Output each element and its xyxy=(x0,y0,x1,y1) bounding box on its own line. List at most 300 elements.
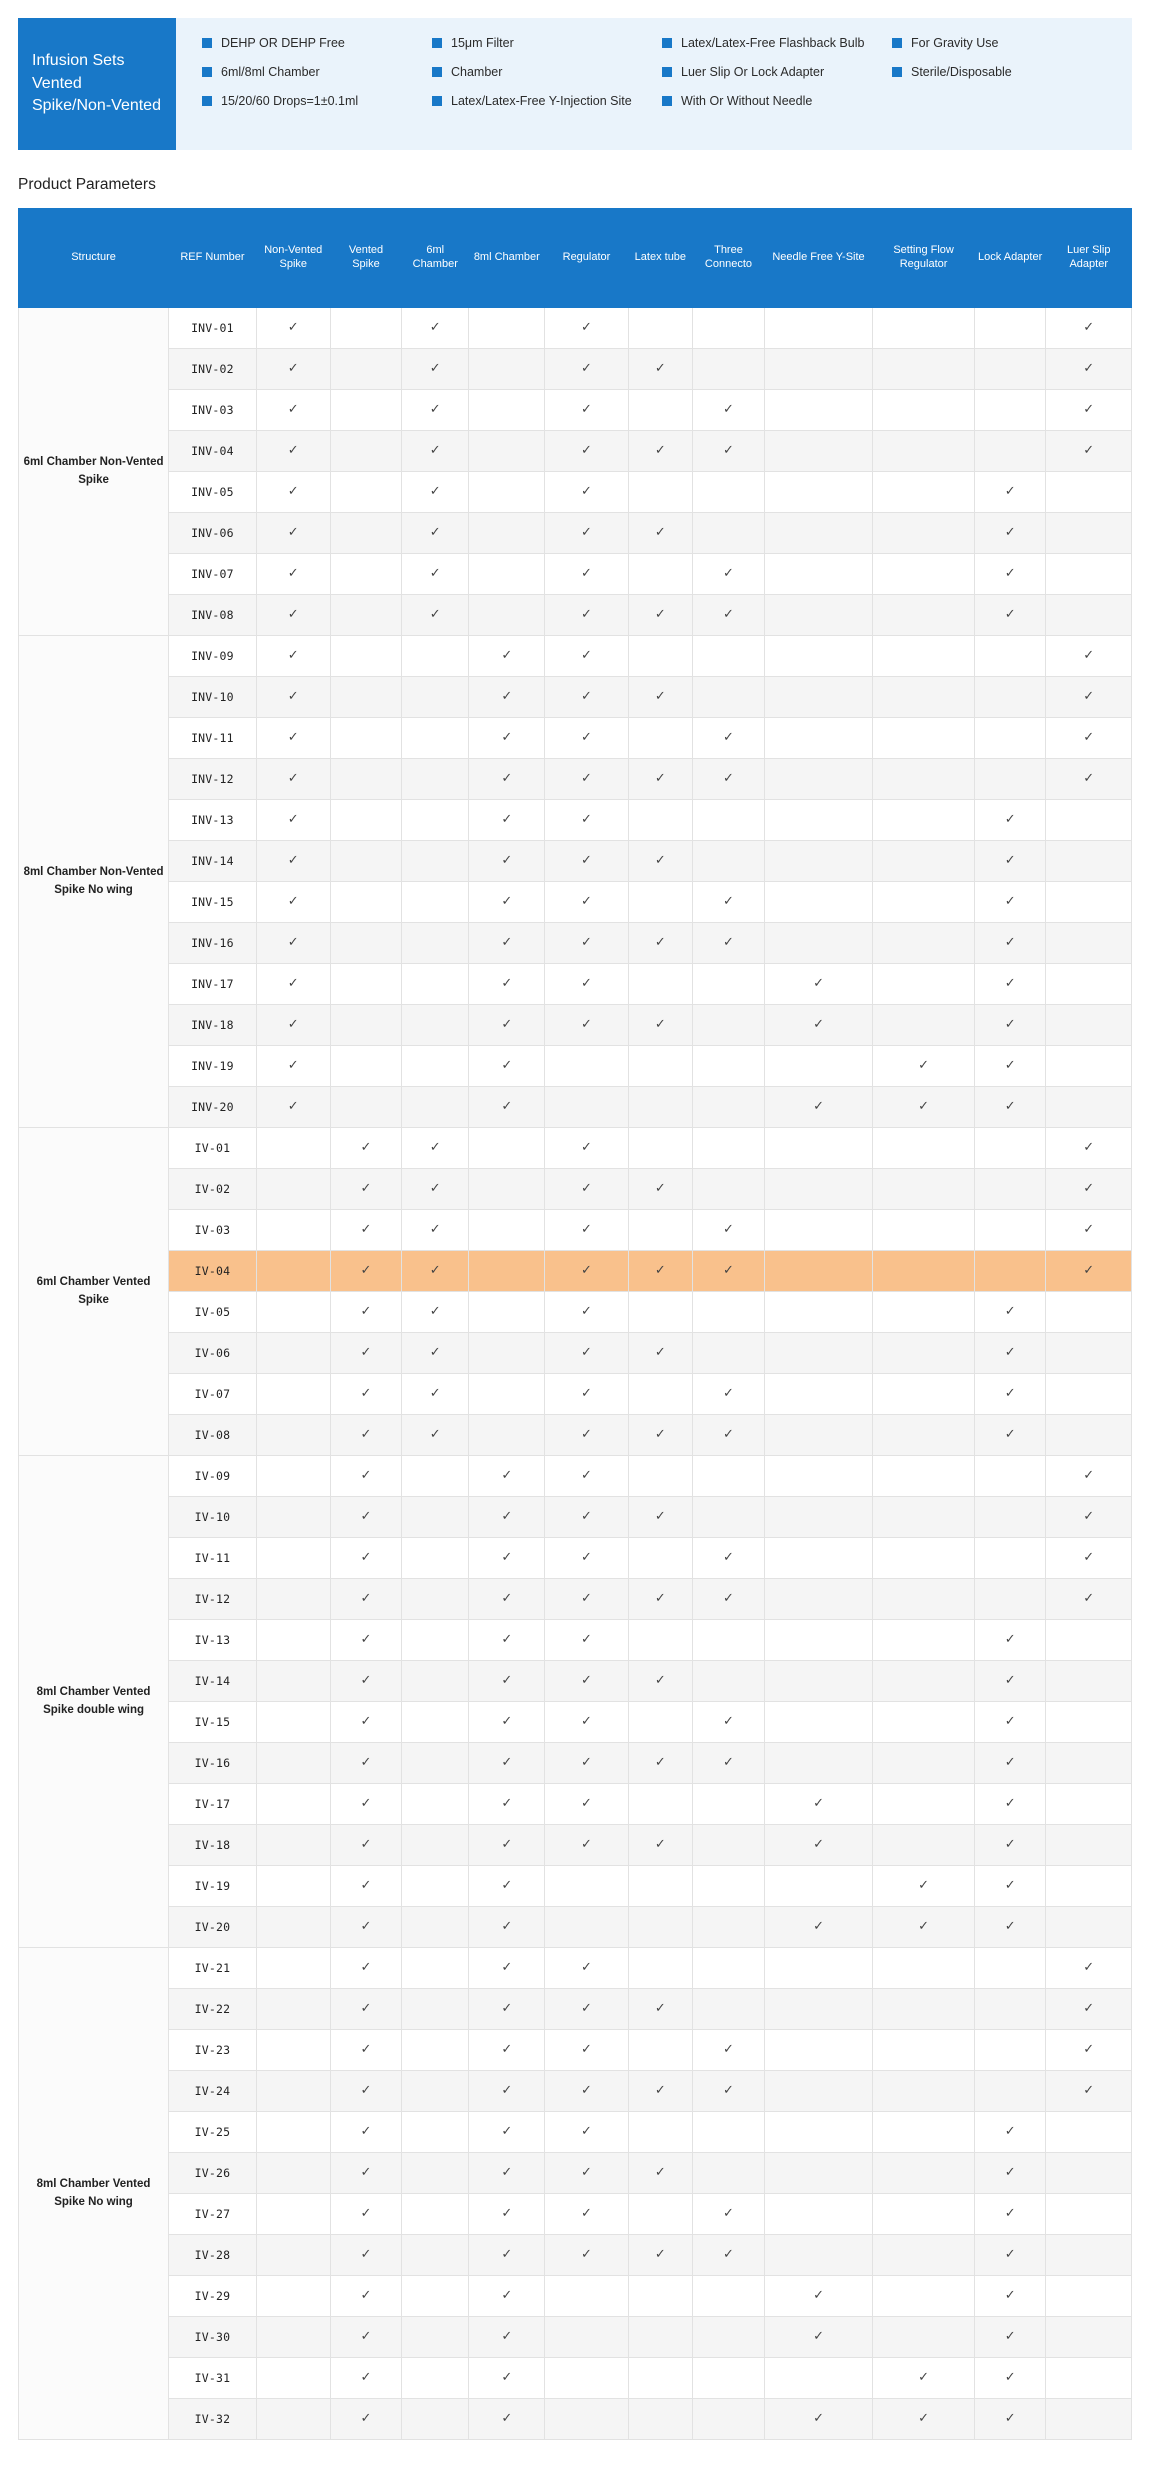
table-row xyxy=(19,923,1132,964)
feature-check-cell xyxy=(330,2071,402,2112)
bullet-square-icon xyxy=(892,38,902,48)
feature-check-cell xyxy=(545,1702,628,1743)
feature-check-cell xyxy=(545,1538,628,1579)
feature-check-cell xyxy=(256,513,330,554)
feature-check-cell xyxy=(330,1907,402,1948)
feature-check-cell xyxy=(545,2153,628,2194)
feature-empty-cell xyxy=(1046,1005,1132,1046)
check-icon: ✓ xyxy=(360,1344,372,1359)
feature-check-cell xyxy=(974,2276,1046,2317)
check-icon: ✓ xyxy=(654,852,666,867)
feature-empty-cell xyxy=(330,636,402,677)
feature-empty-cell xyxy=(693,472,765,513)
check-icon: ✓ xyxy=(501,1877,513,1892)
ref-number-cell: INV-03 xyxy=(169,390,257,431)
feature-item xyxy=(202,36,426,51)
ref-number-cell: IV-13 xyxy=(169,1620,257,1661)
feature-empty-cell xyxy=(693,308,765,349)
feature-empty-cell xyxy=(873,1374,975,1415)
check-icon: ✓ xyxy=(429,1344,441,1359)
feature-empty-cell xyxy=(330,964,402,1005)
feature-empty-cell xyxy=(256,1292,330,1333)
banner-title: Infusion Sets Vented Spike/Non-Vented xyxy=(18,18,176,150)
check-icon: ✓ xyxy=(429,1221,441,1236)
check-icon: ✓ xyxy=(360,1426,372,1441)
feature-check-cell xyxy=(693,2071,765,2112)
check-icon: ✓ xyxy=(1004,1918,1016,1933)
feature-empty-cell xyxy=(402,1087,469,1128)
feature-column xyxy=(202,36,432,132)
table-row xyxy=(19,1661,1132,1702)
table-row xyxy=(19,882,1132,923)
check-icon: ✓ xyxy=(581,1836,592,1851)
feature-empty-cell xyxy=(256,1251,330,1292)
feature-check-cell xyxy=(974,1907,1046,1948)
feature-empty-cell xyxy=(469,1210,545,1251)
feature-check-cell xyxy=(469,1538,545,1579)
feature-label: Sterile/Disposable xyxy=(911,65,1012,79)
ref-number-cell: INV-09 xyxy=(169,636,257,677)
feature-empty-cell xyxy=(256,1866,330,1907)
check-icon: ✓ xyxy=(654,2164,666,2179)
feature-check-cell xyxy=(545,1661,628,1702)
feature-check-cell xyxy=(545,841,628,882)
table-row xyxy=(19,2276,1132,2317)
feature-check-cell xyxy=(1046,1989,1132,2030)
feature-list xyxy=(176,18,1132,150)
check-icon: ✓ xyxy=(723,1385,734,1400)
feature-item xyxy=(892,36,1116,51)
column-header: Setting Flow Regulator xyxy=(873,209,975,308)
feature-empty-cell xyxy=(693,1005,765,1046)
ref-number-cell: INV-17 xyxy=(169,964,257,1005)
feature-empty-cell xyxy=(628,2358,693,2399)
feature-empty-cell xyxy=(764,2194,873,2235)
feature-empty-cell xyxy=(545,1907,628,1948)
feature-check-cell xyxy=(545,1292,628,1333)
feature-empty-cell xyxy=(402,1005,469,1046)
ref-number-cell: IV-01 xyxy=(169,1128,257,1169)
table-row xyxy=(19,472,1132,513)
feature-empty-cell xyxy=(974,1169,1046,1210)
feature-empty-cell xyxy=(693,2358,765,2399)
check-icon: ✓ xyxy=(360,2205,372,2220)
feature-empty-cell xyxy=(1046,800,1132,841)
feature-empty-cell xyxy=(873,1702,975,1743)
feature-check-cell xyxy=(469,2153,545,2194)
feature-empty-cell xyxy=(402,2235,469,2276)
feature-check-cell xyxy=(469,923,545,964)
check-icon: ✓ xyxy=(1083,1549,1095,1564)
feature-check-cell xyxy=(402,1292,469,1333)
feature-label: Luer Slip Or Lock Adapter xyxy=(681,65,825,79)
check-icon: ✓ xyxy=(723,729,734,744)
feature-check-cell xyxy=(545,1784,628,1825)
table-row xyxy=(19,2112,1132,2153)
feature-empty-cell xyxy=(764,1743,873,1784)
feature-empty-cell xyxy=(1046,1825,1132,1866)
feature-check-cell xyxy=(469,1743,545,1784)
feature-empty-cell xyxy=(402,2317,469,2358)
check-icon: ✓ xyxy=(287,647,299,662)
feature-empty-cell xyxy=(873,2194,975,2235)
feature-empty-cell xyxy=(873,513,975,554)
feature-check-cell xyxy=(873,1087,975,1128)
feature-check-cell xyxy=(974,1415,1046,1456)
feature-empty-cell xyxy=(545,2358,628,2399)
table-row xyxy=(19,718,1132,759)
column-header: Regulator xyxy=(545,209,628,308)
feature-check-cell xyxy=(764,1907,873,1948)
check-icon: ✓ xyxy=(360,2082,372,2097)
table-row xyxy=(19,1866,1132,1907)
check-icon: ✓ xyxy=(918,2410,930,2425)
check-icon: ✓ xyxy=(501,1754,513,1769)
feature-empty-cell xyxy=(402,1661,469,1702)
check-icon: ✓ xyxy=(1083,1959,1095,1974)
feature-check-cell xyxy=(545,964,628,1005)
check-icon: ✓ xyxy=(1004,934,1016,949)
feature-empty-cell xyxy=(1046,1784,1132,1825)
feature-check-cell xyxy=(469,1497,545,1538)
feature-empty-cell xyxy=(764,1702,873,1743)
ref-number-cell: IV-25 xyxy=(169,2112,257,2153)
feature-empty-cell xyxy=(402,2030,469,2071)
feature-empty-cell xyxy=(974,308,1046,349)
feature-check-cell xyxy=(469,1456,545,1497)
feature-check-cell xyxy=(545,2071,628,2112)
feature-empty-cell xyxy=(1046,1702,1132,1743)
column-header: Latex tube xyxy=(628,209,693,308)
feature-empty-cell xyxy=(256,1374,330,1415)
check-icon: ✓ xyxy=(918,1918,930,1933)
feature-empty-cell xyxy=(764,2112,873,2153)
feature-empty-cell xyxy=(628,2030,693,2071)
feature-check-cell xyxy=(974,2358,1046,2399)
feature-empty-cell xyxy=(402,923,469,964)
column-header: Three Connecto xyxy=(693,209,765,308)
feature-empty-cell xyxy=(402,1907,469,1948)
feature-empty-cell xyxy=(256,2030,330,2071)
feature-check-cell xyxy=(330,2399,402,2440)
check-icon: ✓ xyxy=(1083,1508,1095,1523)
check-icon: ✓ xyxy=(813,1016,824,1031)
feature-check-cell xyxy=(469,841,545,882)
feature-empty-cell xyxy=(402,2358,469,2399)
feature-check-cell xyxy=(628,1743,693,1784)
check-icon: ✓ xyxy=(654,606,666,621)
feature-check-cell xyxy=(974,1784,1046,1825)
check-icon: ✓ xyxy=(429,360,441,375)
feature-check-cell xyxy=(974,1374,1046,1415)
bullet-square-icon xyxy=(662,67,672,77)
feature-empty-cell xyxy=(873,1210,975,1251)
column-header: Vented Spike xyxy=(330,209,402,308)
feature-check-cell xyxy=(974,2399,1046,2440)
bullet-square-icon xyxy=(432,67,442,77)
feature-empty-cell xyxy=(764,2153,873,2194)
feature-check-cell xyxy=(402,1374,469,1415)
bullet-square-icon xyxy=(202,38,212,48)
feature-check-cell xyxy=(469,1948,545,1989)
feature-check-cell xyxy=(764,2317,873,2358)
feature-check-cell xyxy=(693,882,765,923)
table-row xyxy=(19,636,1132,677)
feature-check-cell xyxy=(545,2194,628,2235)
feature-check-cell xyxy=(628,349,693,390)
check-icon: ✓ xyxy=(1004,1713,1016,1728)
check-icon: ✓ xyxy=(581,770,592,785)
structure-cell: 8ml Chamber Non-Vented Spike No wing xyxy=(19,636,169,1128)
table-row xyxy=(19,800,1132,841)
feature-label: Latex/Latex-Free Flashback Bulb xyxy=(681,36,865,50)
feature-empty-cell xyxy=(764,1579,873,1620)
feature-empty-cell xyxy=(628,390,693,431)
feature-check-cell xyxy=(545,1005,628,1046)
check-icon: ✓ xyxy=(501,1057,513,1072)
feature-empty-cell xyxy=(764,882,873,923)
ref-number-cell: IV-18 xyxy=(169,1825,257,1866)
check-icon: ✓ xyxy=(723,442,734,457)
check-icon: ✓ xyxy=(360,1836,372,1851)
feature-check-cell xyxy=(330,1702,402,1743)
feature-empty-cell xyxy=(1046,1374,1132,1415)
check-icon: ✓ xyxy=(1083,319,1095,334)
feature-check-cell xyxy=(974,1620,1046,1661)
check-icon: ✓ xyxy=(501,2246,513,2261)
check-icon: ✓ xyxy=(429,1180,441,1195)
table-header xyxy=(19,209,1132,308)
check-icon: ✓ xyxy=(654,688,666,703)
feature-check-cell xyxy=(330,1989,402,2030)
check-icon: ✓ xyxy=(581,1139,592,1154)
check-icon: ✓ xyxy=(360,2041,372,2056)
table-row xyxy=(19,1292,1132,1333)
table-row xyxy=(19,1538,1132,1579)
feature-empty-cell xyxy=(469,1292,545,1333)
feature-check-cell xyxy=(469,1989,545,2030)
feature-empty-cell xyxy=(330,308,402,349)
table-row xyxy=(19,2153,1132,2194)
feature-check-cell xyxy=(330,2317,402,2358)
section-title: Product Parameters xyxy=(18,176,156,193)
check-icon: ✓ xyxy=(1004,1057,1016,1072)
feature-check-cell xyxy=(1046,677,1132,718)
feature-check-cell xyxy=(545,554,628,595)
check-icon: ✓ xyxy=(360,1303,372,1318)
feature-check-cell xyxy=(545,1333,628,1374)
check-icon: ✓ xyxy=(581,1508,592,1523)
feature-empty-cell xyxy=(873,1415,975,1456)
feature-empty-cell xyxy=(256,1538,330,1579)
feature-empty-cell xyxy=(693,677,765,718)
ref-number-cell: IV-31 xyxy=(169,2358,257,2399)
check-icon: ✓ xyxy=(581,1713,592,1728)
check-icon: ✓ xyxy=(1083,1467,1095,1482)
feature-empty-cell xyxy=(764,1415,873,1456)
feature-check-cell xyxy=(1046,2071,1132,2112)
feature-check-cell xyxy=(974,1046,1046,1087)
feature-empty-cell xyxy=(764,1948,873,1989)
feature-check-cell xyxy=(1046,759,1132,800)
feature-check-cell xyxy=(256,882,330,923)
feature-empty-cell xyxy=(764,595,873,636)
feature-check-cell xyxy=(1046,1538,1132,1579)
feature-empty-cell xyxy=(256,1784,330,1825)
feature-check-cell xyxy=(256,308,330,349)
feature-empty-cell xyxy=(402,1702,469,1743)
check-icon: ✓ xyxy=(1083,401,1095,416)
feature-check-cell xyxy=(693,2030,765,2071)
table-row xyxy=(19,1128,1132,1169)
feature-empty-cell xyxy=(628,1702,693,1743)
feature-check-cell xyxy=(545,1579,628,1620)
feature-check-cell xyxy=(628,1169,693,1210)
feature-empty-cell xyxy=(402,2071,469,2112)
bullet-square-icon xyxy=(432,96,442,106)
feature-empty-cell xyxy=(764,1989,873,2030)
feature-empty-cell xyxy=(628,1907,693,1948)
feature-empty-cell xyxy=(764,1169,873,1210)
feature-empty-cell xyxy=(402,841,469,882)
check-icon: ✓ xyxy=(581,647,592,662)
feature-empty-cell xyxy=(256,1702,330,1743)
feature-empty-cell xyxy=(545,1046,628,1087)
table-row xyxy=(19,1046,1132,1087)
parameters-table-wrap xyxy=(18,208,1132,2440)
feature-empty-cell xyxy=(764,390,873,431)
feature-empty-cell xyxy=(693,1456,765,1497)
feature-empty-cell xyxy=(873,1251,975,1292)
feature-check-cell xyxy=(628,1825,693,1866)
feature-item xyxy=(662,94,886,109)
feature-check-cell xyxy=(1046,308,1132,349)
check-icon: ✓ xyxy=(360,1385,372,1400)
feature-check-cell xyxy=(330,2235,402,2276)
feature-empty-cell xyxy=(873,2317,975,2358)
feature-check-cell xyxy=(330,1169,402,1210)
check-icon: ✓ xyxy=(1083,1262,1095,1277)
check-icon: ✓ xyxy=(501,770,513,785)
table-row xyxy=(19,390,1132,431)
feature-check-cell xyxy=(545,800,628,841)
feature-check-cell xyxy=(1046,1456,1132,1497)
column-header: Luer Slip Adapter xyxy=(1046,209,1132,308)
check-icon: ✓ xyxy=(654,1016,666,1031)
check-icon: ✓ xyxy=(1083,442,1095,457)
feature-check-cell xyxy=(974,964,1046,1005)
feature-empty-cell xyxy=(628,2399,693,2440)
feature-empty-cell xyxy=(764,308,873,349)
check-icon: ✓ xyxy=(501,2410,513,2425)
feature-empty-cell xyxy=(974,1538,1046,1579)
feature-empty-cell xyxy=(1046,2399,1132,2440)
feature-empty-cell xyxy=(469,1251,545,1292)
feature-empty-cell xyxy=(545,1087,628,1128)
feature-check-cell xyxy=(545,759,628,800)
feature-check-cell xyxy=(693,1374,765,1415)
feature-check-cell xyxy=(974,1087,1046,1128)
feature-empty-cell xyxy=(330,882,402,923)
feature-label: DEHP OR DEHP Free xyxy=(221,36,345,50)
feature-check-cell xyxy=(873,2399,975,2440)
feature-empty-cell xyxy=(402,1620,469,1661)
ref-number-cell: INV-20 xyxy=(169,1087,257,1128)
feature-empty-cell xyxy=(1046,2194,1132,2235)
structure-cell: 8ml Chamber Vented Spike double wing xyxy=(19,1456,169,1948)
feature-empty-cell xyxy=(873,1989,975,2030)
feature-check-cell xyxy=(974,1005,1046,1046)
feature-check-cell xyxy=(764,1087,873,1128)
feature-check-cell xyxy=(545,1128,628,1169)
ref-number-cell: IV-32 xyxy=(169,2399,257,2440)
feature-empty-cell xyxy=(330,1087,402,1128)
feature-empty-cell xyxy=(628,308,693,349)
check-icon: ✓ xyxy=(287,606,299,621)
feature-check-cell xyxy=(545,1415,628,1456)
feature-check-cell xyxy=(469,636,545,677)
feature-check-cell xyxy=(1046,1497,1132,1538)
check-icon: ✓ xyxy=(1004,975,1016,990)
feature-check-cell xyxy=(256,472,330,513)
feature-empty-cell xyxy=(873,1456,975,1497)
check-icon: ✓ xyxy=(581,401,592,416)
check-icon: ✓ xyxy=(501,2082,513,2097)
feature-check-cell xyxy=(330,2112,402,2153)
feature-check-cell xyxy=(330,1948,402,1989)
feature-empty-cell xyxy=(693,2399,765,2440)
feature-check-cell xyxy=(545,349,628,390)
feature-empty-cell xyxy=(256,2399,330,2440)
feature-empty-cell xyxy=(764,677,873,718)
feature-empty-cell xyxy=(873,841,975,882)
feature-empty-cell xyxy=(1046,2153,1132,2194)
feature-check-cell xyxy=(545,390,628,431)
ref-number-cell: IV-06 xyxy=(169,1333,257,1374)
feature-check-cell xyxy=(693,595,765,636)
feature-empty-cell xyxy=(1046,472,1132,513)
table-row xyxy=(19,1825,1132,1866)
feature-empty-cell xyxy=(693,1825,765,1866)
ref-number-cell: IV-03 xyxy=(169,1210,257,1251)
check-icon: ✓ xyxy=(654,1180,666,1195)
feature-check-cell xyxy=(545,1620,628,1661)
feature-empty-cell xyxy=(873,964,975,1005)
ref-number-cell: IV-23 xyxy=(169,2030,257,2071)
feature-empty-cell xyxy=(256,1169,330,1210)
ref-number-cell: INV-08 xyxy=(169,595,257,636)
feature-check-cell xyxy=(256,923,330,964)
bullet-square-icon xyxy=(662,38,672,48)
check-icon: ✓ xyxy=(287,1057,299,1072)
ref-number-cell: INV-07 xyxy=(169,554,257,595)
check-icon: ✓ xyxy=(581,729,592,744)
feature-empty-cell xyxy=(974,759,1046,800)
feature-check-cell xyxy=(974,800,1046,841)
feature-empty-cell xyxy=(256,1415,330,1456)
feature-check-cell xyxy=(1046,636,1132,677)
check-icon: ✓ xyxy=(501,975,513,990)
feature-empty-cell xyxy=(1046,1046,1132,1087)
ref-number-cell: INV-06 xyxy=(169,513,257,554)
feature-check-cell xyxy=(1046,1128,1132,1169)
ref-number-cell: INV-19 xyxy=(169,1046,257,1087)
feature-check-cell xyxy=(402,1333,469,1374)
ref-number-cell: IV-11 xyxy=(169,1538,257,1579)
feature-empty-cell xyxy=(974,1456,1046,1497)
check-icon: ✓ xyxy=(581,1180,592,1195)
check-icon: ✓ xyxy=(654,1262,666,1277)
